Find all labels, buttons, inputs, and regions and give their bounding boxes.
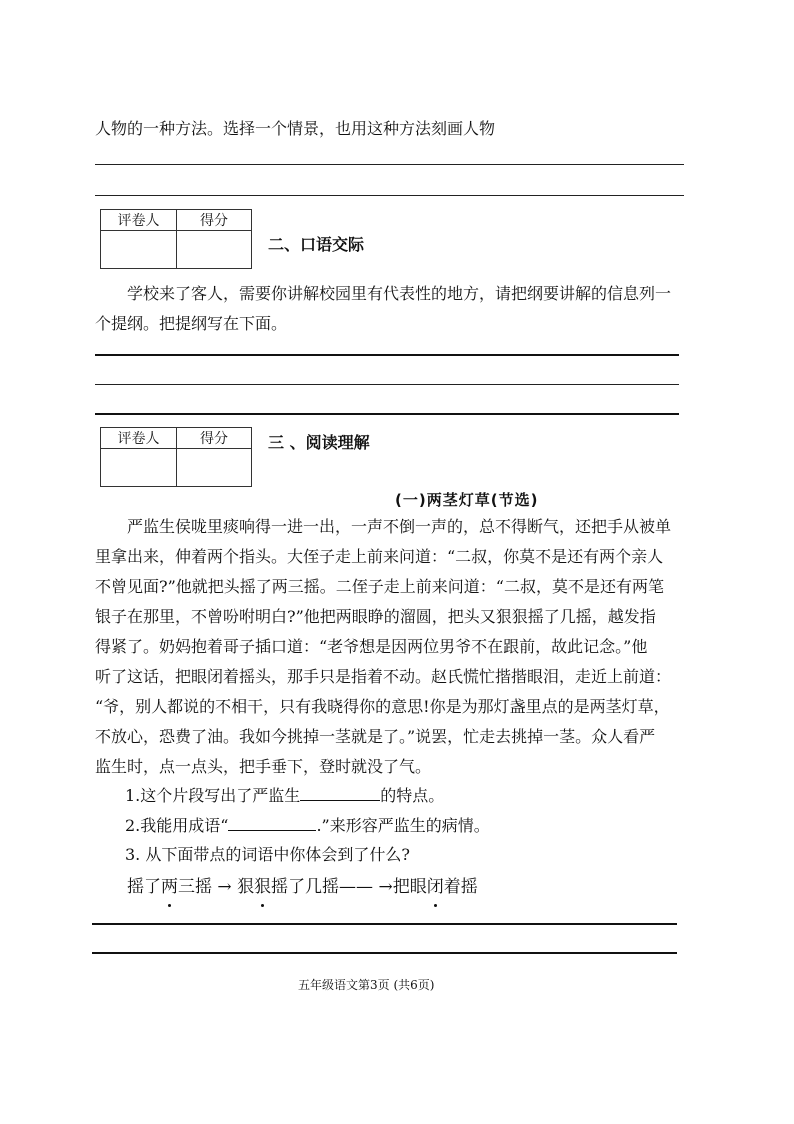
dotted-phrase: 把眼闭着摇 [393, 873, 478, 901]
passage-line: 不曾见面?”他就把头摇了两三摇。二侄子走上前来问道：“二叔，莫不是还有两笔 [95, 577, 664, 596]
continuation-text: 人物的一种方法。选择一个情景，也用这种方法刻画人物 [95, 119, 496, 138]
score-table [100, 209, 252, 269]
section-heading: 二、口语交际 [268, 235, 365, 254]
chain-text: 了几摇—— [288, 877, 374, 897]
passage-line: 不放心，恐费了油。我如今挑掉一茎就是了。”说罢，忙走去挑掉一茎。众人看严 [95, 727, 656, 746]
arrow-icon: → [217, 877, 232, 897]
answer-line [95, 354, 679, 356]
passage-line: 听了这话，把眼闭着摇头，那手只是指着不动。赵氏慌忙揩揩眼泪，走近上前道： [95, 667, 672, 686]
score-table [100, 427, 252, 487]
passage-line: 严监生侯咙里痰响得一进一出，一声不倒一声的，总不得断气，还把手从被单 [127, 517, 672, 536]
prompt-text: 学校来了客人，需要你讲解校园里有代表性的地方，请把纲要讲解的信息列一 [127, 284, 672, 303]
passage-title: (一)两茎灯草(节选) [395, 491, 539, 509]
word-chain [127, 873, 478, 901]
question-text: .”来形容严监生的病情。 [316, 816, 490, 835]
reviewer-label: 评卷人 [101, 210, 177, 231]
score-cell[interactable] [177, 231, 252, 269]
answer-line [95, 195, 684, 196]
dotted-phrase: 摇了两三摇 [127, 873, 212, 901]
arrow-icon: → [378, 877, 393, 897]
answer-line [95, 413, 679, 415]
passage-line: 里拿出来，伸着两个指头。大侄子走上前来问道：“二叔，你莫不是还有两个亲人 [95, 547, 664, 566]
answer-line [92, 952, 677, 954]
question-2 [125, 812, 490, 840]
reviewer-cell[interactable] [101, 449, 177, 487]
answer-blank[interactable] [228, 814, 316, 831]
prompt-text: 个提纲。把提纲写在下面。 [95, 314, 288, 333]
passage [95, 512, 695, 782]
score-label: 得分 [177, 428, 252, 449]
question-text: 1.这个片段写出了严监生 [125, 786, 301, 805]
answer-line [95, 164, 684, 165]
reviewer-cell[interactable] [101, 231, 177, 269]
answer-line [92, 923, 677, 925]
section-heading: 三 、阅读理解 [268, 433, 370, 452]
passage-line: 监生时，点一点头，把手垂下，登时就没了气。 [95, 757, 432, 776]
question-1 [125, 782, 444, 810]
score-cell[interactable] [177, 449, 252, 487]
question-text: 2.我能用成语“ [125, 816, 229, 835]
answer-line [95, 384, 679, 385]
passage-line: “爷，别人都说的不相干，只有我晓得你的意思!你是为那灯盏里点的是两茎灯草， [95, 697, 670, 716]
score-label: 得分 [177, 210, 252, 231]
passage-line: 银子在那里，不曾吩咐明白?”他把两眼睁的溜圆，把头又狠狠摇了几摇，越发指 [95, 607, 656, 626]
dotted-phrase: 狠狠摇 [237, 873, 288, 901]
reviewer-label: 评卷人 [101, 428, 177, 449]
page-footer: 五年级语文第3页 (共6页) [298, 978, 435, 992]
passage-line: 得紧了。奶妈抱着哥子插口道：“老爷想是因两位男爷不在跟前，故此记念。”他 [95, 637, 648, 656]
answer-blank[interactable] [300, 784, 380, 801]
question-text: 的特点。 [380, 786, 445, 805]
question-3: 3. 从下面带点的词语中你体会到了什么? [125, 845, 410, 864]
